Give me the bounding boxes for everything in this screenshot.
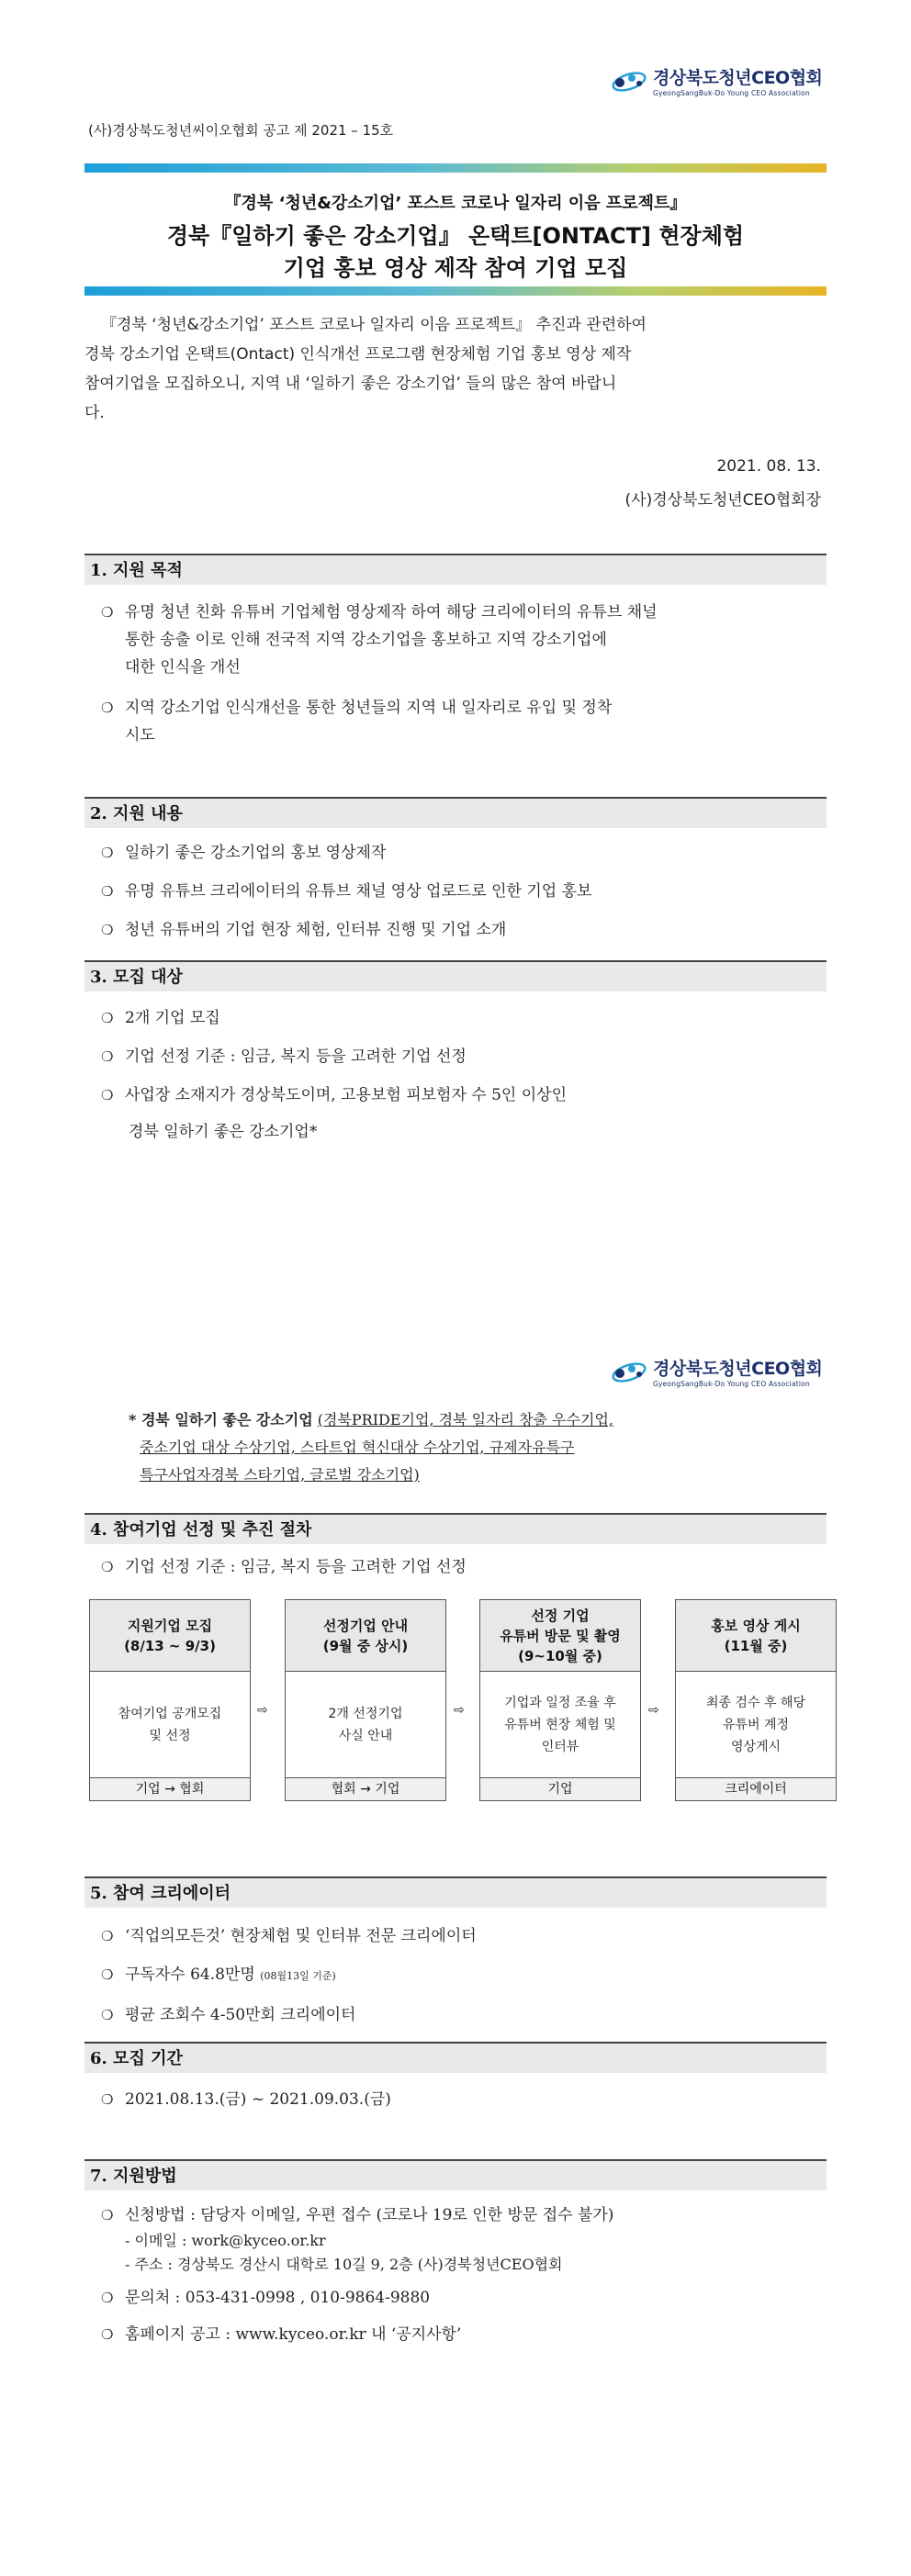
logo-korean: 경상북도청년CEO협회	[653, 68, 823, 88]
list-item	[101, 2284, 827, 2312]
item-line: 대한 인식을 개선	[125, 658, 241, 677]
flow-step-period: (8/13 ~ 9/3)	[124, 1637, 216, 1654]
email-line: - 이메일 : work@kyceo.or.kr	[125, 2232, 326, 2249]
arrow-icon: ⇨	[257, 1703, 268, 1718]
item-text: 문의처 : 053-431-0998 , 010-9864-9880	[125, 2289, 431, 2307]
footnote-line-2: 중소기업 대상 수상기업, 스타트업 혁신대상 수상기업, 규제자유특구	[140, 1439, 575, 1456]
flow-step-text: 기업과 일정 조율 후	[504, 1695, 616, 1710]
intro-line: 『경북 ‘청년&강소기업’ 포스트 코로나 일자리 이음 프로젝트』 추진과 관련하여	[101, 316, 647, 334]
list-item	[101, 2201, 827, 2229]
logo-mark-icon	[611, 1358, 647, 1385]
item-line: 통한 송출 이로 인해 전국적 지역 강소기업을 홍보하고 지역 강소기업에	[125, 631, 607, 649]
flow-step-text: 영상게시	[730, 1739, 782, 1754]
list-item	[101, 1043, 827, 1070]
flow-step-period: (9~10월 중)	[518, 1647, 602, 1664]
logo-mark-icon	[611, 67, 647, 95]
flow-step-title: 홍보 영상 게시	[711, 1617, 801, 1634]
list-item	[101, 839, 827, 867]
flow-step-head	[90, 1600, 250, 1672]
section-1-heading: 1. 지원 목적	[84, 554, 827, 585]
flow-step-text: 사실 안내	[338, 1728, 393, 1743]
section-3-heading: 3. 모집 대상	[84, 960, 827, 991]
notice-number: (사)경상북도청년씨이오협회 공고 제 2021 – 15호	[88, 122, 394, 139]
bullet-icon: ❍	[101, 883, 114, 900]
flow-step-text: 및 선정	[149, 1728, 191, 1743]
flow-step-body	[286, 1672, 445, 1777]
flow-step-text: 2개 선정기업	[328, 1706, 403, 1721]
bullet-icon: ❍	[101, 604, 114, 621]
footnote-line-1	[129, 1406, 827, 1434]
item-text: 홈페이지 공고 : www.kyceo.or.kr 내 ‘공지사항’	[125, 2325, 462, 2344]
logo-english: GyeongSangBuk-Do Young CEO Association	[653, 1380, 810, 1388]
intro-line: 다.	[84, 404, 105, 422]
item-text: 사업장 소재지가 경상북도이며, 고용보험 피보험자 수 5인 이상인	[125, 1086, 568, 1104]
list-item	[101, 878, 827, 905]
item-text: 신청방법 : 담당자 이메일, 우편 접수 (코로나 19로 인한 방문 접수 불가)	[125, 2206, 614, 2224]
arrow-icon: ⇨	[454, 1703, 465, 1718]
flow-step	[89, 1599, 251, 1801]
list-item	[101, 2001, 827, 2029]
bottom-color-bar	[84, 286, 827, 296]
item-text: 청년 유튜버의 기업 현장 체험, 인터뷰 진행 및 기업 소개	[125, 921, 507, 939]
footnote-line-3: 특구사업자경북 스타기업, 글로벌 강소기업)	[140, 1466, 420, 1484]
item-text: 구독자수 64.8만명	[125, 1966, 255, 1984]
section-3-body	[101, 1004, 827, 1146]
list-item	[101, 1961, 827, 1990]
bullet-icon: ❍	[101, 1928, 114, 1944]
list-item	[101, 1081, 827, 1109]
bullet-icon: ❍	[101, 2007, 114, 2023]
item-text: 경북 일하기 좋은 강소기업*	[129, 1123, 318, 1141]
section-6-heading: 6. 모집 기간	[84, 2042, 827, 2073]
flow-step-title: 유튜버 방문 및 촬영	[500, 1627, 621, 1644]
flow-step-title: 선정기업 안내	[322, 1617, 409, 1634]
flow-step-body	[676, 1672, 836, 1777]
flow-step-actor: 크리에이터	[676, 1777, 836, 1800]
item-text: 기업 선정 기준 : 임금, 복지 등을 고려한 기업 선정	[125, 1558, 467, 1576]
list-item	[101, 916, 827, 944]
title-line-2: 경북『일하기 좋은 강소기업』 온택트[ONTACT] 현장체험	[166, 223, 745, 249]
list-item-continuation	[101, 1118, 827, 1146]
logo-korean: 경상북도청년CEO협회	[653, 1359, 823, 1379]
item-text: ‘직업의모든것’ 현장체험 및 인터뷰 전문 크리에이터	[125, 1927, 477, 1945]
flow-step-head	[676, 1600, 836, 1672]
item-text: 유명 유튜브 크리에이터의 유튜브 채널 영상 업로드로 인한 기업 홍보	[125, 882, 592, 901]
item-text: 기업 선정 기준 : 임금, 복지 등을 고려한 기업 선정	[125, 1047, 467, 1066]
intro-paragraph	[84, 310, 827, 428]
flow-step-actor: 기업	[480, 1777, 640, 1800]
item-line: 유명 청년 친화 유튜버 기업체험 영상제작 하여 해당 크리에이터의 유튜브 채널	[125, 603, 658, 622]
flow-step-actor: 협회 → 기업	[286, 1777, 445, 1800]
flow-step-head	[480, 1600, 640, 1672]
bullet-icon: ❍	[101, 1087, 114, 1103]
list-item	[101, 2321, 827, 2348]
list-item	[101, 2086, 827, 2113]
footnote-lead: * 경북 일하기 좋은 강소기업	[129, 1411, 313, 1428]
bullet-icon: ❍	[101, 1559, 114, 1575]
intro-line: 참여기업을 모집하오니, 지역 내 ‘일하기 좋은 강소기업’ 들의 많은 참여 바랍니	[84, 375, 617, 393]
logo-english: GyeongSangBuk-Do Young CEO Association	[653, 89, 810, 97]
logo	[611, 64, 822, 97]
section-5-body	[101, 1922, 827, 2029]
flow-step-period: (11월 중)	[724, 1637, 788, 1654]
section-2-body	[101, 839, 827, 944]
flow-step-title: 지원기업 모집	[127, 1617, 213, 1634]
item-line: 지역 강소기업 인식개선을 통한 청년들의 지역 내 일자리로 유입 및 정착	[125, 699, 613, 717]
flow-step-text: 참여기업 공개모집	[118, 1706, 222, 1721]
bullet-icon: ❍	[101, 2290, 114, 2306]
flow-step-body	[480, 1672, 640, 1777]
item-line: 시도	[125, 726, 155, 745]
item-text: 2021.08.13.(금) ~ 2021.09.03.(금)	[125, 2090, 391, 2109]
subscriber-note: (08월13일 기준)	[260, 1970, 336, 1982]
bullet-icon: ❍	[101, 922, 114, 938]
footnote	[129, 1406, 827, 1489]
address-line: - 주소 : 경상북도 경산시 대학로 10길 9, 2층 (사)경북청년CEO협회	[125, 2256, 563, 2273]
list-item	[101, 1922, 827, 1950]
list-item	[101, 599, 827, 681]
flow-step-text: 최종 검수 후 해당	[705, 1695, 806, 1710]
flow-step-body	[90, 1672, 250, 1777]
title-line-1: 『경북 ‘청년&강소기업’ 포스트 코로나 일자리 이음 프로젝트』	[224, 194, 687, 213]
bullet-icon: ❍	[101, 1966, 114, 1983]
flow-step-text: 유튜버 계정	[722, 1717, 790, 1732]
arrow-icon: ⇨	[648, 1703, 659, 1718]
bullet-icon: ❍	[101, 1048, 114, 1065]
flow-step	[285, 1599, 446, 1801]
logo	[611, 1355, 822, 1388]
signature: (사)경상북도청년CEO협회장	[624, 491, 821, 510]
section-1-body	[101, 599, 827, 749]
bullet-icon: ❍	[101, 1010, 114, 1026]
flow-step	[479, 1599, 641, 1801]
section-2-heading: 2. 지원 내용	[84, 797, 827, 828]
flow-step-title: 선정 기업	[531, 1607, 590, 1624]
bullet-icon: ❍	[101, 845, 114, 861]
notice-date: 2021. 08. 13.	[716, 457, 821, 476]
section-7-body	[101, 2201, 827, 2348]
item-text: 일하기 좋은 강소기업의 홍보 영상제작	[125, 844, 387, 862]
title-line-3: 기업 홍보 영상 제작 참여 기업 모집	[283, 255, 628, 281]
item-text: 평균 조회수 4-50만회 크리에이터	[125, 2006, 356, 2024]
list-item	[101, 1553, 827, 1581]
bullet-icon: ❍	[101, 2326, 114, 2343]
top-color-bar	[84, 163, 827, 173]
bullet-icon: ❍	[101, 2091, 114, 2108]
flow-step	[675, 1599, 837, 1801]
flow-step-actor: 기업 → 협회	[90, 1777, 250, 1800]
section-7-heading: 7. 지원방법	[84, 2159, 827, 2190]
flow-step-head	[286, 1600, 445, 1672]
section-5-heading: 5. 참여 크리에이터	[84, 1876, 827, 1908]
flow-step-text: 인터뷰	[541, 1739, 579, 1754]
list-item	[101, 694, 827, 749]
footnote-text: (경북PRIDE기업, 경북 일자리 창출 우수기업,	[317, 1411, 614, 1428]
intro-line: 경북 강소기업 온택트(Ontact) 인식개선 프로그램 현장체험 기업 홍보 영상 제작	[84, 345, 632, 364]
flow-step-period: (9월 중 상시)	[322, 1637, 409, 1654]
list-item	[101, 1004, 827, 1032]
flow-step-text: 유튜버 현장 체험 및	[504, 1717, 616, 1732]
bullet-icon: ❍	[101, 2207, 114, 2223]
section-4-heading: 4. 참여기업 선정 및 추진 절차	[84, 1513, 827, 1544]
item-text: 2개 기업 모집	[125, 1009, 220, 1027]
bullet-icon: ❍	[101, 700, 114, 716]
